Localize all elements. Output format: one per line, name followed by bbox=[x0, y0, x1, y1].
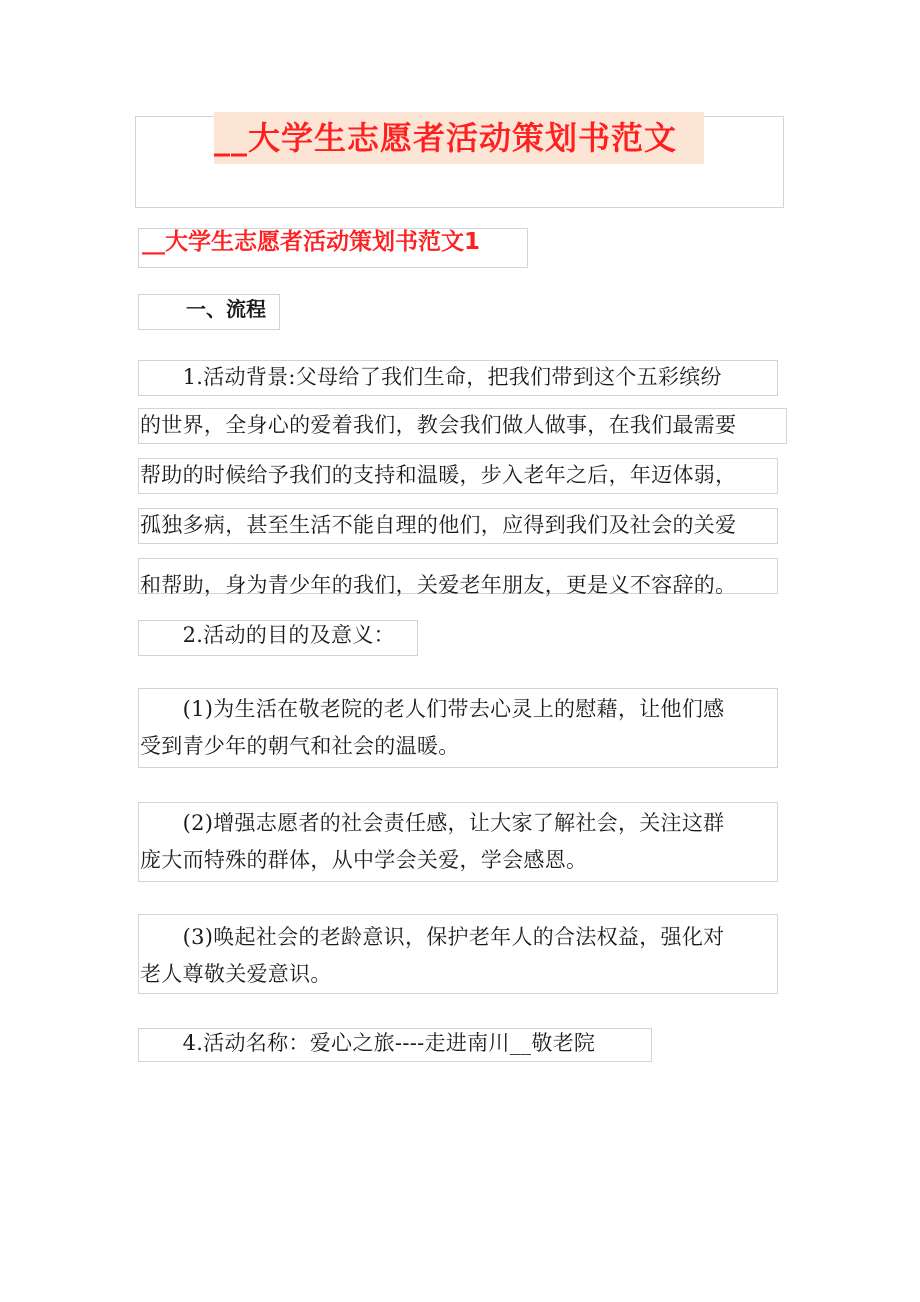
section-heading: 一、流程 bbox=[186, 297, 266, 321]
purpose-item-2-line: 庞大而特殊的群体，从中学会关爱，学会感恩。 bbox=[140, 848, 588, 872]
background-line: 帮助的时候给予我们的支持和温暖，步入老年之后，年迈体弱， bbox=[140, 463, 737, 487]
background-line: 的世界，全身心的爱着我们，教会我们做人做事，在我们最需要 bbox=[140, 413, 737, 437]
background-line: 1.活动背景:父母给了我们生命，把我们带到这个五彩缤纷 bbox=[140, 365, 722, 389]
document-title: __大学生志愿者活动策划书范文 bbox=[214, 112, 704, 164]
background-line: 孤独多病，甚至生活不能自理的他们，应得到我们及社会的关爱 bbox=[140, 513, 737, 537]
purpose-item-2-line: (2)增强志愿者的社会责任感，让大家了解社会，关注这群 bbox=[140, 811, 725, 835]
activity-name: 4.活动名称：爱心之旅----走进南川__敬老院 bbox=[140, 1031, 596, 1055]
purpose-item-3-line: 老人尊敬关爱意识。 bbox=[140, 962, 332, 986]
purpose-item-3-line: (3)唤起社会的老龄意识，保护老年人的合法权益，强化对 bbox=[140, 925, 725, 949]
purpose-item-1-line: 受到青少年的朝气和社会的温暖。 bbox=[140, 734, 460, 758]
purpose-heading: 2.活动的目的及意义： bbox=[140, 623, 395, 647]
purpose-item-1-line: (1)为生活在敬老院的老人们带去心灵上的慰藉，让他们感 bbox=[140, 697, 725, 721]
document-subtitle: __大学生志愿者活动策划书范文1 bbox=[142, 229, 481, 255]
background-line: 和帮助，身为青少年的我们，关爱老年朋友，更是义不容辞的。 bbox=[140, 573, 737, 597]
